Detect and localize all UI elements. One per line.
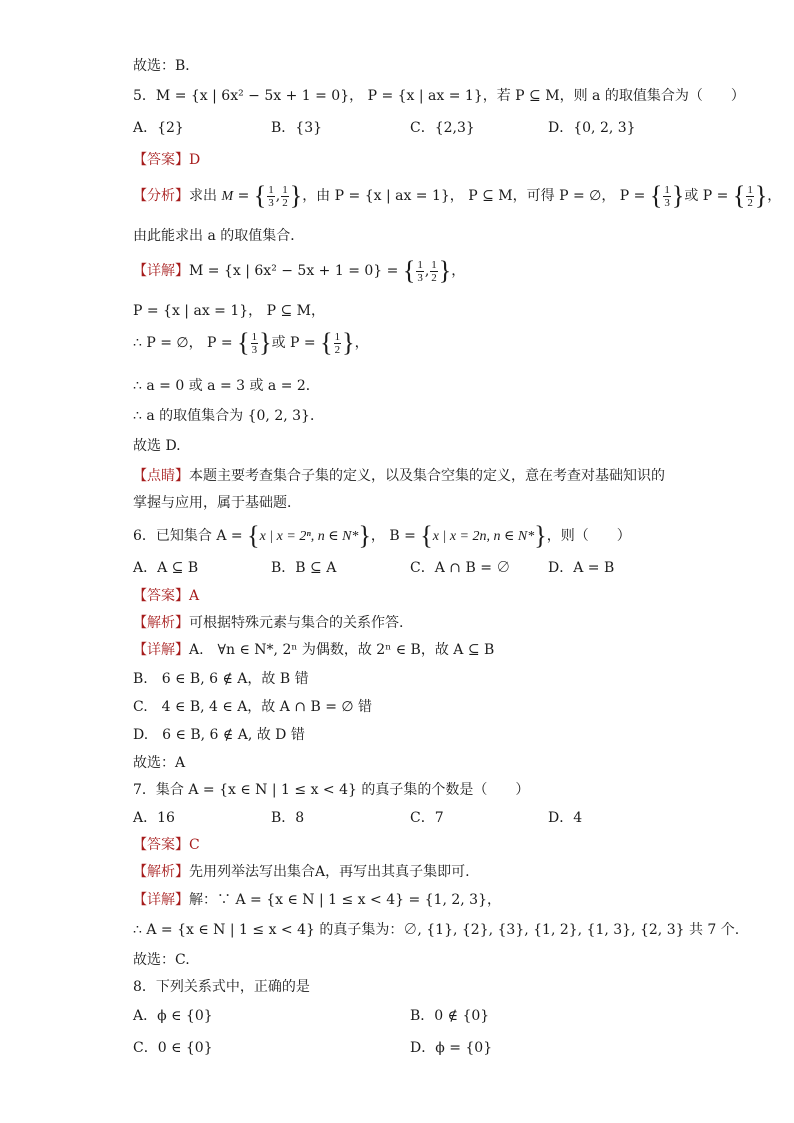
fraction: $\frac{1}{2}$: [431, 258, 437, 284]
analysis-tag: 【解析】: [133, 864, 189, 880]
q7-detail-1: 【详解】解：∵ A = {x ∈ N | 1 ≤ x < 4} = {1, 2, 3}，: [133, 892, 501, 908]
q7-detail-2: ∴ A = {x ∈ N | 1 ≤ x < 4} 的真子集为：∅, {1}, {2}, {3}, {1, 2}, {1, 3}, {2, 3} 共 7 个.: [133, 922, 740, 938]
q5-detail-1: 【详解】M = {x | 6x² − 5x + 1 = 0} = { $\frac{1}{3}$ , $\frac{1}{2}$ }，: [133, 256, 466, 285]
q7-option-b: B．8: [271, 810, 305, 826]
q6-option-b: B．B ⊆ A: [271, 560, 337, 576]
q6-detail-4: D. 6 ∈ B, 6 ∉ A, 故 D 错: [133, 727, 305, 743]
q7-option-c: C．7: [410, 810, 444, 826]
fraction: $\frac{1}{2}$: [334, 330, 341, 356]
detail-tag: 【详解】: [133, 263, 189, 279]
answer-tag: 【答案】: [133, 588, 189, 604]
q6-detail-1: 【详解】A. ∀n ∈ N*, 2ⁿ 为偶数，故 2ⁿ ∈ B，故 A ⊆ B: [133, 642, 495, 658]
q5-comment-1: 【点睛】本题主要考查集合子集的定义，以及集合空集的定义，意在考查对基础知识的: [133, 468, 665, 484]
q6-option-c: C．A ∩ B = ∅: [410, 560, 511, 576]
q5-detail-2: P = {x | ax = 1}， P ⊆ M，: [133, 303, 325, 319]
fraction: $\frac{1}{2}$: [747, 183, 753, 209]
q5-stem: 5．M = {x | 6x² − 5x + 1 = 0}， P = {x | ax = 1}，若 P ⊆ M，则 a 的取值集合为（ ）: [133, 88, 745, 104]
fraction: $\frac{1}{3}$: [664, 183, 670, 209]
fraction: $\frac{1}{3}$: [417, 258, 423, 284]
answer-tag: 【答案】: [133, 152, 189, 168]
q5-option-c: C．{2,3}: [410, 120, 475, 136]
q8-option-c: C．0 ∈ {0}: [133, 1040, 213, 1056]
q5-analysis: 【分析】求出 M = { $\frac{1}{3}$ , $\frac{1}{2}$ }，由 P = {x | ax = 1}， P ⊆ M，可得 P = ∅， P = { $\frac{1}{3}$ }或 P = { $\frac{1}{2}$ }，: [133, 181, 782, 210]
q7-option-d: D．4: [548, 810, 583, 826]
q8-option-b: B．0 ∉ {0}: [410, 1008, 490, 1024]
q8-option-d: D．ϕ = {0}: [410, 1040, 493, 1056]
answer-value: A: [189, 588, 200, 604]
q8-option-a: A．ϕ ∈ {0}: [133, 1008, 213, 1024]
q8-stem: 8．下列关系式中，正确的是: [133, 979, 310, 995]
q5-choice: 故选 D.: [133, 438, 181, 454]
q7-choice: 故选：C.: [133, 952, 190, 968]
q6-choice: 故选：A: [133, 755, 186, 771]
q5-answer: [133, 150, 200, 170]
answer-value: D: [189, 152, 201, 168]
q6-option-d: D．A = B: [548, 560, 615, 576]
fraction: $\frac{1}{2}$: [282, 183, 288, 209]
q7-analysis: 【解析】先用列举法写出集合A，再写出其真子集即可.: [133, 864, 470, 880]
q6-detail-2: B. 6 ∈ B, 6 ∉ A，故 B 错: [133, 671, 309, 687]
q7-answer: [133, 835, 200, 855]
answer-value: C: [189, 837, 200, 853]
q7-stem: 7．集合 A = {x ∈ N | 1 ≤ x < 4} 的真子集的个数是（ ）: [133, 782, 530, 798]
q5-detail-3: ∴ P = ∅， P = { $\frac{1}{3}$ }或 P = { $\frac{1}{2}$ }，: [133, 328, 369, 357]
detail-tag: 【详解】: [133, 642, 189, 658]
fraction: $\frac{1}{3}$: [268, 183, 274, 209]
answer-tag: 【答案】: [133, 837, 189, 853]
prev-choice: 故选：B．: [133, 58, 200, 74]
q5-option-d: D．{0, 2, 3}: [548, 120, 636, 136]
q6-detail-3: C. 4 ∈ B, 4 ∈ A，故 A ∩ B = ∅ 错: [133, 699, 373, 715]
analysis-tag: 【解析】: [133, 615, 189, 631]
comment-tag: 【点睛】: [133, 468, 189, 484]
q5-detail-5: ∴ a 的取值集合为 {0, 2, 3}．: [133, 408, 324, 424]
q5-comment-2: 掌握与应用，属于基础题．: [133, 495, 301, 511]
q6-analysis: 【解析】可根据特殊元素与集合的关系作答.: [133, 615, 404, 631]
q5-option-b: B．{3}: [271, 120, 323, 136]
analysis-tag: 【分析】: [133, 188, 189, 204]
q6-stem: 6．已知集合 A = {x | x = 2ⁿ, n ∈ N*}， B = {x | x = 2n, n ∈ N*}，则（ ）: [133, 521, 631, 550]
detail-tag: 【详解】: [133, 892, 189, 908]
q7-option-a: A．16: [133, 810, 175, 826]
q5-detail-4: ∴ a = 0 或 a = 3 或 a = 2．: [133, 378, 320, 394]
q6-answer: [133, 586, 199, 606]
fraction: $\frac{1}{3}$: [251, 330, 258, 356]
q5-option-a: A．{2}: [133, 120, 184, 136]
q5-analysis-line2: 由此能求出 a 的取值集合．: [133, 228, 305, 244]
q6-option-a: A．A ⊆ B: [133, 560, 199, 576]
